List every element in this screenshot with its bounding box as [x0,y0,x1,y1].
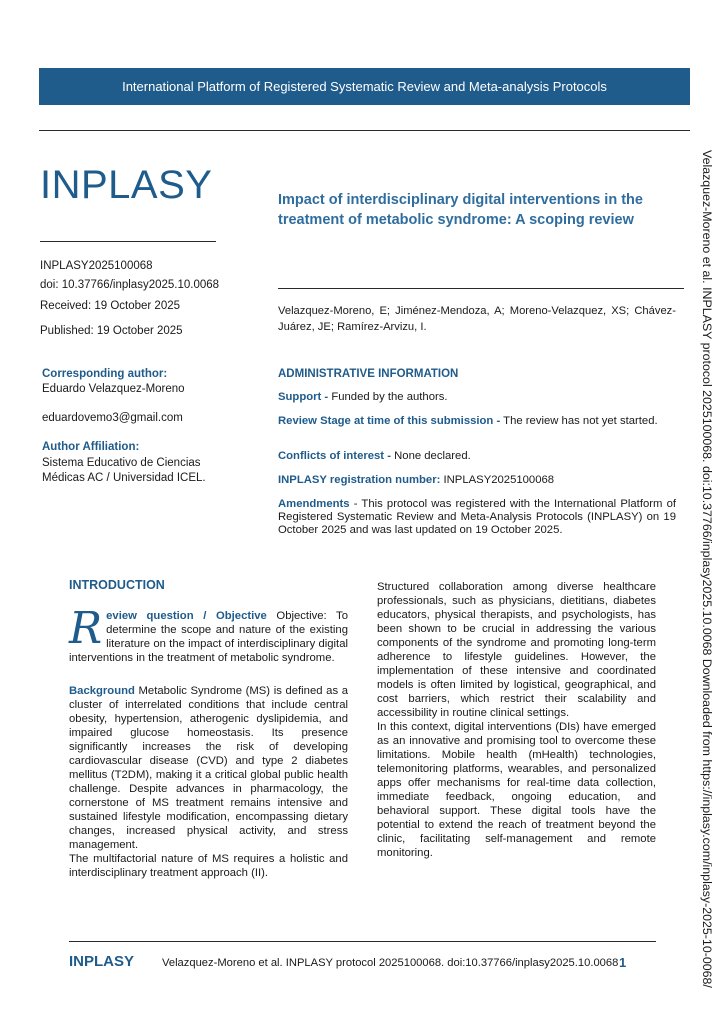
affiliation-label: Author Affiliation: [42,441,140,453]
page-number: 1 [619,955,627,970]
footer-logo: INPLASY [69,953,135,970]
admin-heading: ADMINISTRATIVE INFORMATION [278,368,459,380]
admin-amendments [278,498,676,537]
registration-text: INPLASY2025100068 [440,474,555,486]
registration-id: INPLASY2025100068 [40,260,153,272]
side-citation[interactable]: Velazquez-Moreno et al. INPLASY protocol 2025100068. doi:10.37766/inplasy2025.10.0068 Downloaded from https://inplasy.com/inplasy-2025-10-0068/ [700,150,714,988]
title-rule [278,288,684,289]
registration-label: INPLASY registration number: [278,474,441,486]
background-paragraph [69,684,348,852]
corresponding-author-label: Corresponding author: [42,368,168,380]
footer-citation: Velazquez-Moreno et al. INPLASY protocol 2025100068. doi:10.37766/inplasy2025.10.0068 [162,957,619,969]
stage-label: Review Stage at time of this submission - [278,415,501,427]
admin-registration [278,474,676,487]
conflicts-label: Conflicts of interest - [278,450,391,462]
received-date: Received: 19 October 2025 [40,300,181,312]
drop-cap: R [69,603,103,654]
logo-underline [40,241,216,242]
corresponding-author-name: Eduardo Velazquez-Moreno [42,383,185,395]
stage-text: The review has not yet started. [500,415,658,427]
corresponding-author-email[interactable]: eduardovemo3@gmail.com [42,412,183,424]
author-list: Velazquez-Moreno, E; Jiménez-Mendoza, A; Moreno-Velazquez, XS; Chávez-Juárez, JE; Ramírez-Arvizu, I. [278,305,676,333]
review-question-label: eview question / Objective [106,610,267,622]
support-label: Support - [278,391,329,403]
footer-rule [69,941,656,942]
intro-right-column [377,580,656,860]
collaboration-paragraph: Structured collaboration among diverse healthcare professionals, such as physicians, dietitians, diabetes educators, physical therapists, and psychologists, has been shown to be crucial in addressing the various components of the syndrome and promoting long-term adherence to lifestyle guidelines. However, the implementation of these intensive and coordinated models is often limited by logistical, geographical, and cost barriers, which restrict their scalability and accessibility in routine clinical settings. [377,581,656,719]
header-rule [39,130,690,131]
review-question-paragraph [69,603,348,665]
admin-review-stage [278,415,676,428]
conflicts-text: None declared. [390,450,471,462]
admin-conflicts [278,450,676,463]
background-label: Background [69,685,135,697]
support-text: Funded by the authors. [328,391,448,403]
digital-interventions-paragraph: In this context, digital interventions (DIs) have emerged as an innovative and promising tool to overcome these limitations. Mobile health (mHealth) technologies, telemonitoring platforms, wearables, and personalized apps offer mechanisms for real-time data collection, immediate feedback, ongoing education, and behavioral support. These digital tools have the potential to extend the reach of treatment beyond the clinic, facilitating self-management and remote monitoring. [377,721,656,859]
amendments-text: - This protocol was registered with the International Platform of Registered Systematic Review and Meta-Analysis Protocols (INPLASY) on 19 October 2025 and was last updated on 19 October 2025. [278,498,676,536]
multifactorial-paragraph: The multifactorial nature of MS requires a holistic and interdisciplinary treatment approach (II). [69,853,348,879]
doi[interactable]: doi: 10.37766/inplasy2025.10.0068 [40,279,220,291]
published-date: Published: 19 October 2025 [40,325,183,337]
introduction-heading: INTRODUCTION [69,578,165,592]
header-banner: International Platform of Registered Systematic Review and Meta-analysis Protocols [39,68,690,105]
admin-support [278,391,676,404]
background-text: Metabolic Syndrome (MS) is defined as a cluster of interrelated conditions that include central obesity, hypertension, atherogenic dyslipidemia, and impaired glucose homeostasis. Its presence significantly increases the risk of developing cardiovascular disease (CVD) and type 2 diabetes mellitus (T2DM), making it a critical global public health challenge. Despite advances in pharmacology, the cornerstone of MS treatment remains intensive and sustained lifestyle modification, encompassing dietary changes, increased physical activity, and stress management. [69,685,348,851]
affiliation-line1: Sistema Educativo de Ciencias [42,457,201,469]
affiliation-line2: Médicas AC / Universidad ICEL. [42,472,206,484]
article-title: Impact of interdisciplinary digital interventions in the treatment of metabolic syndrome: A scoping review [278,192,643,228]
side-citation-strip [700,150,724,990]
amendments-label: Amendments [278,498,350,510]
intro-left-column [69,603,348,880]
review-question-text: Objective: To determine the scope and nature of the existing literature on the impact of interdisciplinary digital interventions in the treatment of metabolic syndrome. [69,610,348,664]
inplasy-logo: INPLASY [40,163,213,207]
